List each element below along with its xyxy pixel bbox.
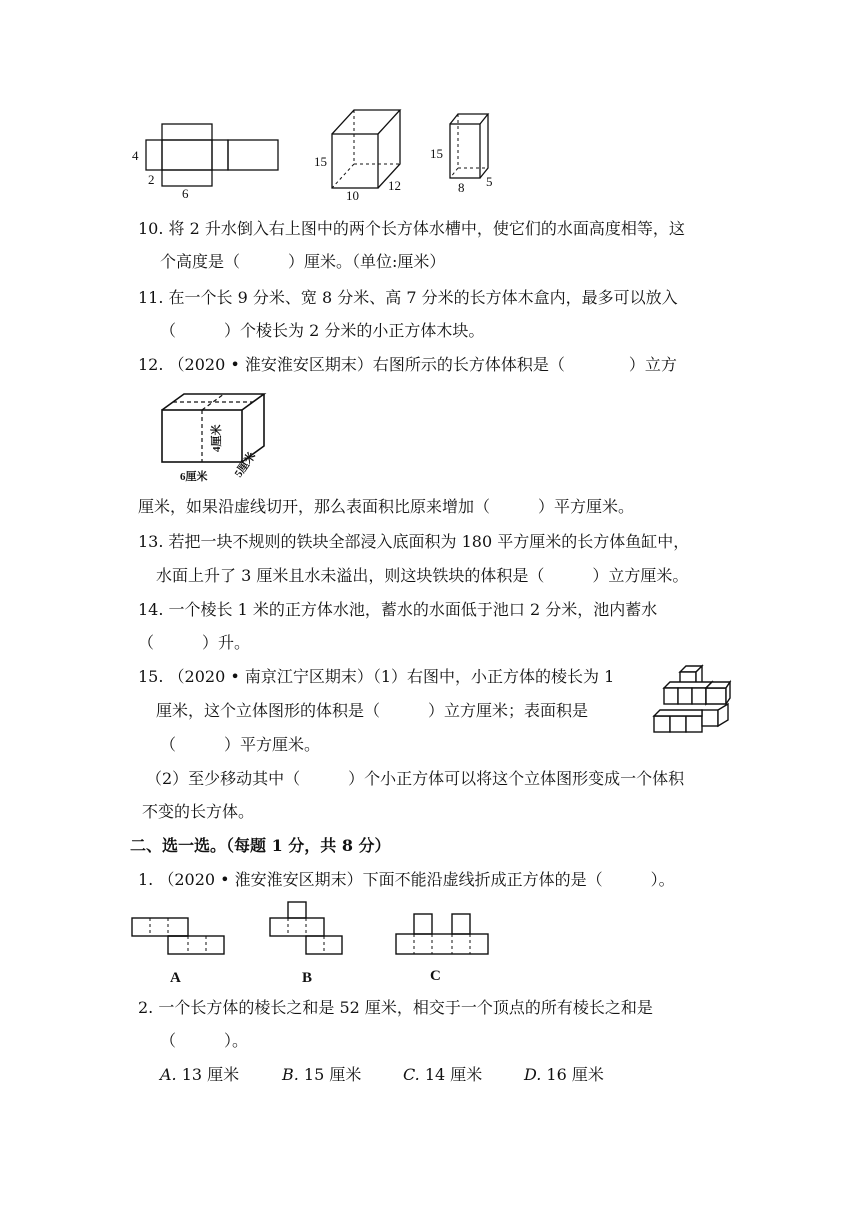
q10-line-1: 10. 将 2 升水倒入右上图中的两个长方体水槽中，使它们的水面高度相等，这 (138, 219, 685, 238)
box1-label-15: 15 (314, 154, 327, 169)
box1-label-10: 10 (346, 188, 359, 200)
choice-d: D. 16 厘米 (524, 1065, 604, 1084)
s2q2-line-2: （ ）。 (160, 1031, 249, 1050)
s2q1-net-a (130, 912, 230, 986)
choice-c: C. 14 厘米 (403, 1065, 483, 1084)
q14-line-2: （ ）升。 (138, 633, 251, 652)
q15-line-2: 厘米，这个立体图形的体积是（ ）立方厘米；表面积是 (156, 701, 589, 720)
box2-label-8: 8 (458, 180, 465, 195)
option-c-label: C (430, 968, 441, 984)
tank-box-2 (428, 108, 508, 198)
q12-label-height: 4厘米 (211, 424, 223, 452)
q15-cubes-figure (648, 662, 734, 748)
q13-line-2: 水面上升了 3 厘米且水未溢出，则这块铁块的体积是（ ）立方厘米。 (156, 566, 689, 585)
q10-line-2: 个高度是（ ）厘米。（单位:厘米） (160, 252, 446, 271)
q15-line-5: 不变的长方体。 (142, 802, 255, 821)
q14-line-1: 14. 一个棱长 1 米的正方体水池，蓄水的水面低于池口 2 分米，池内蓄水 (138, 600, 658, 619)
tank-box-1 (312, 104, 412, 200)
q12-cuboid-figure (152, 388, 276, 484)
q15-line-3: （ ）平方厘米。 (160, 735, 321, 754)
net-label-4: 4 (132, 148, 139, 163)
s2q2-choices (160, 1064, 620, 1086)
box2-label-15: 15 (430, 146, 443, 161)
s2q2-line-1: 2. 一个长方体的棱长之和是 52 厘米，相交于一个顶点的所有棱长之和是 (138, 998, 653, 1017)
net-label-6: 6 (182, 186, 189, 200)
choice-a: A. 13 厘米 (160, 1065, 240, 1084)
box2-label-5: 5 (486, 174, 493, 189)
q15-line-1: 15. （2020 • 南京江宁区期末）（1）右图中，小正方体的棱长为 1 (138, 667, 615, 686)
q12-label-length: 6厘米 (180, 471, 208, 483)
net-figure (128, 118, 288, 200)
s2q1-net-c (392, 908, 492, 986)
q12-line-2: 厘米，如果沿虚线切开，那么表面积比原来增加（ ）平方厘米。 (138, 497, 635, 516)
option-a-label: A (170, 970, 181, 986)
q11-line-1: 11. 在一个长 9 分米、宽 8 分米、高 7 分米的长方体木盒内，最多可以放入 (138, 288, 678, 307)
s2q1-net-b (268, 898, 358, 986)
s2q1-line-1: 1. （2020 • 淮安淮安区期末）下面不能沿虚线折成正方体的是（ ）。 (138, 870, 675, 889)
choice-b: B. 15 厘米 (282, 1065, 362, 1084)
q15-line-4: （2）至少移动其中（ ）个小正方体可以将这个立体图形变成一个体积 (146, 769, 685, 788)
section-2-heading: 二、选一选。（每题 1 分，共 8 分） (130, 836, 391, 855)
q12-line-1: 12. （2020 • 淮安淮安区期末）右图所示的长方体体积是（ ）立方 (138, 355, 677, 374)
net-label-2: 2 (148, 172, 155, 187)
q12-label-width: 5厘米 (232, 450, 259, 480)
option-b-label: B (302, 970, 313, 986)
q13-line-1: 13. 若把一块不规则的铁块全部浸入底面积为 180 平方厘米的长方体鱼缸中， (138, 532, 690, 551)
q11-line-2: （ ）个棱长为 2 分米的小正方体木块。 (160, 321, 485, 340)
box1-label-12: 12 (388, 178, 401, 193)
